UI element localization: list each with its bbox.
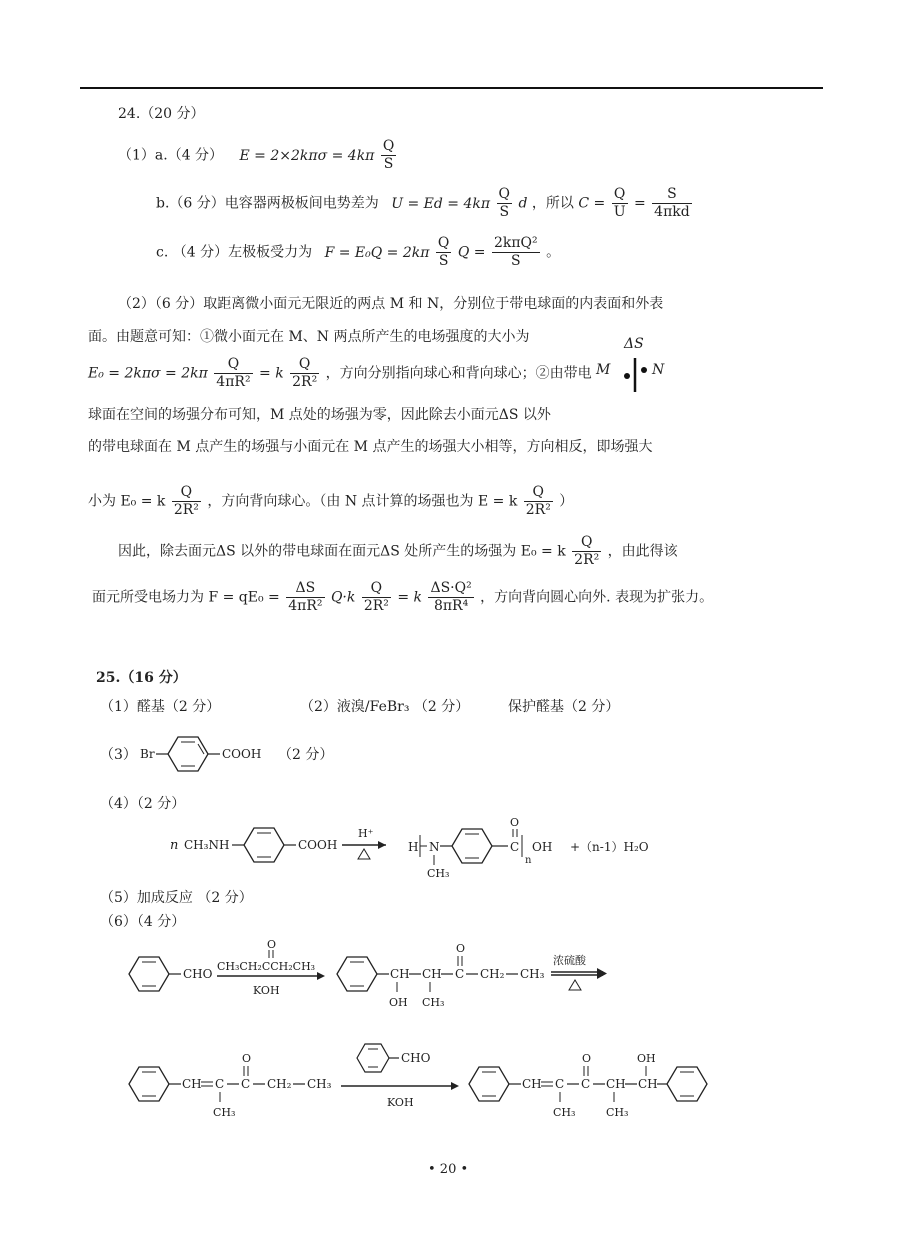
svg-text:CHO: CHO (183, 967, 213, 981)
aldol-reaction-step1 (125, 930, 615, 1020)
q24-1c: c. （4 分）左极板受力为 F = E₀Q = 2kπ $\frac{Q}{S}$ Q = 2kπQ² S 。 (156, 235, 561, 269)
aldol-reaction-step2 (125, 1040, 715, 1130)
svg-text:CH₃: CH₃ (427, 867, 450, 880)
q25-5: （5）加成反应 （2 分） (100, 890, 253, 906)
svg-text:CH: CH (182, 1077, 202, 1091)
svg-text:CHO: CHO (401, 1051, 431, 1065)
q25-6-label: （6）（4 分） (100, 914, 186, 930)
svg-text:COOH: COOH (298, 838, 338, 852)
svg-text:CH₃: CH₃ (422, 996, 445, 1009)
q25-header: 25.（16 分） (96, 670, 187, 686)
svg-text:n: n (170, 838, 179, 853)
svg-text:O: O (582, 1052, 592, 1065)
svg-text:CH₂: CH₂ (267, 1077, 292, 1091)
svg-text:C: C (555, 1077, 565, 1091)
svg-text:CH₃: CH₃ (213, 1106, 236, 1119)
q24-1a: （1）a.（4 分） E = 2×2kπσ = 4kπ $\frac{Q}{S}$ (118, 138, 395, 172)
q25-3-label: （3） (100, 747, 137, 763)
svg-text:浓硫酸: 浓硫酸 (553, 954, 586, 967)
svg-text:CH₃: CH₃ (307, 1077, 332, 1091)
svg-text:C: C (510, 840, 520, 854)
benzene-ring (357, 1044, 389, 1072)
svg-text:+（n-1）H₂O: +（n-1）H₂O (570, 840, 649, 854)
q24-2-line1: （2）（6 分）取距离微小面元无限近的两点 M 和 N，分别位于带电球面的内表面和外表 (118, 296, 664, 312)
svg-text:C: C (241, 1077, 251, 1091)
svg-text:Br: Br (140, 747, 155, 761)
svg-text:CH: CH (522, 1077, 542, 1091)
svg-text:C: C (215, 1077, 225, 1091)
q24-2-line4: 球面在空间的场强分布可知，M 点处的场强为零，因此除去小面元ΔS 以外 (88, 407, 551, 423)
svg-text:CH₃: CH₃ (520, 967, 545, 981)
delta-s-label: ΔS (624, 336, 644, 352)
svg-text:COOH: COOH (222, 747, 262, 761)
q24-2-line2: 面。由题意可知：①微小面元在 M、N 两点所产生的电场强度的大小为 (88, 329, 530, 345)
page-number: • 20 • (428, 1162, 469, 1177)
svg-text:O: O (267, 938, 277, 951)
m-label: M (596, 362, 611, 378)
n-label: N (652, 362, 665, 378)
q25-3-score: （2 分） (278, 747, 334, 763)
polymerization-reaction (170, 815, 690, 885)
m-point (624, 373, 630, 379)
svg-text:O: O (510, 816, 520, 829)
q25-1: （1）醛基（2 分） (100, 699, 221, 715)
svg-text:n: n (525, 855, 532, 866)
q24-1b: b.（6 分）电容器两极板间电势差为 U = Ed = 4kπ $\frac{Q}{S}$ d ，所以 C = $\frac{Q}{U}$ = S 4πkd (156, 186, 690, 220)
svg-text:CH: CH (638, 1077, 658, 1091)
q25-2: （2）液溴/FeBr₃ （2 分） (300, 699, 470, 715)
svg-text:CH₃: CH₃ (606, 1106, 629, 1119)
svg-text:OH: OH (637, 1052, 656, 1065)
surface-element-diagram (590, 330, 680, 400)
svg-text:O: O (456, 942, 466, 955)
svg-text:O: O (242, 1052, 252, 1065)
svg-text:CH₃CH₂CCH₂CH₃: CH₃CH₂CCH₂CH₃ (217, 960, 316, 973)
q24-2-line3: E₀ = 2kπσ = 2kπ $\frac{Q}{\text{4πR²}}$ = k $\frac{Q}{\text{2R²}}$ ，方向分别指向球心和背向球心；②由带电 (88, 356, 592, 390)
svg-text:H⁺: H⁺ (358, 827, 374, 840)
fraction: $\frac{Q}{S}$ (382, 138, 395, 172)
q25-4-label: （4）（2 分） (100, 796, 186, 812)
svg-text:CH₂: CH₂ (480, 967, 505, 981)
svg-text:CH₃: CH₃ (553, 1106, 576, 1119)
svg-text:OH: OH (389, 996, 408, 1009)
q24-2-line6: 小为 E₀ = k $\frac{Q}{\text{2R²}}$ ，方向背向球心。（由 N 点计算的场强也为 E = k $\frac{Q}{\text{2R²}}$ ） (88, 484, 574, 518)
svg-text:KOH: KOH (253, 984, 280, 997)
svg-text:KOH: KOH (387, 1096, 414, 1109)
svg-text:CH₃NH: CH₃NH (184, 838, 230, 852)
q24-2-line5: 的带电球面在 M 点产生的场强与小面元在 M 点产生的场强大小相等，方向相反，即场强大 (88, 439, 653, 455)
svg-text:CH: CH (422, 967, 442, 981)
svg-text:C: C (581, 1077, 591, 1091)
q25-2b: 保护醛基（2 分） (508, 699, 620, 715)
q24-header: 24.（20 分） (118, 106, 205, 122)
q24-2-line7: 因此，除去面元ΔS 以外的带电球面在面元ΔS 处所产生的场强为 E₀ = k $\frac{Q}{\text{2R²}}$ ，由此得该 (118, 534, 678, 568)
top-rule (80, 87, 823, 89)
svg-text:OH: OH (532, 840, 553, 854)
svg-text:CH: CH (606, 1077, 626, 1091)
q24-2-line8: 面元所受电场力为 F = qE₀ = $\frac{\Delta S}{\text{4πR²}}$ Q·k $\frac{Q}{\text{2R²}}$ = k $\frac{\text{ΔS·Q²}}{\text{8πR⁴}}$ ，方向背向圆心向外. 表现为扩张力。 (92, 580, 714, 614)
svg-text:N: N (429, 840, 440, 854)
svg-text:CH: CH (390, 967, 410, 981)
svg-text:H: H (408, 840, 419, 854)
n-point (641, 367, 647, 373)
svg-text:C: C (455, 967, 465, 981)
